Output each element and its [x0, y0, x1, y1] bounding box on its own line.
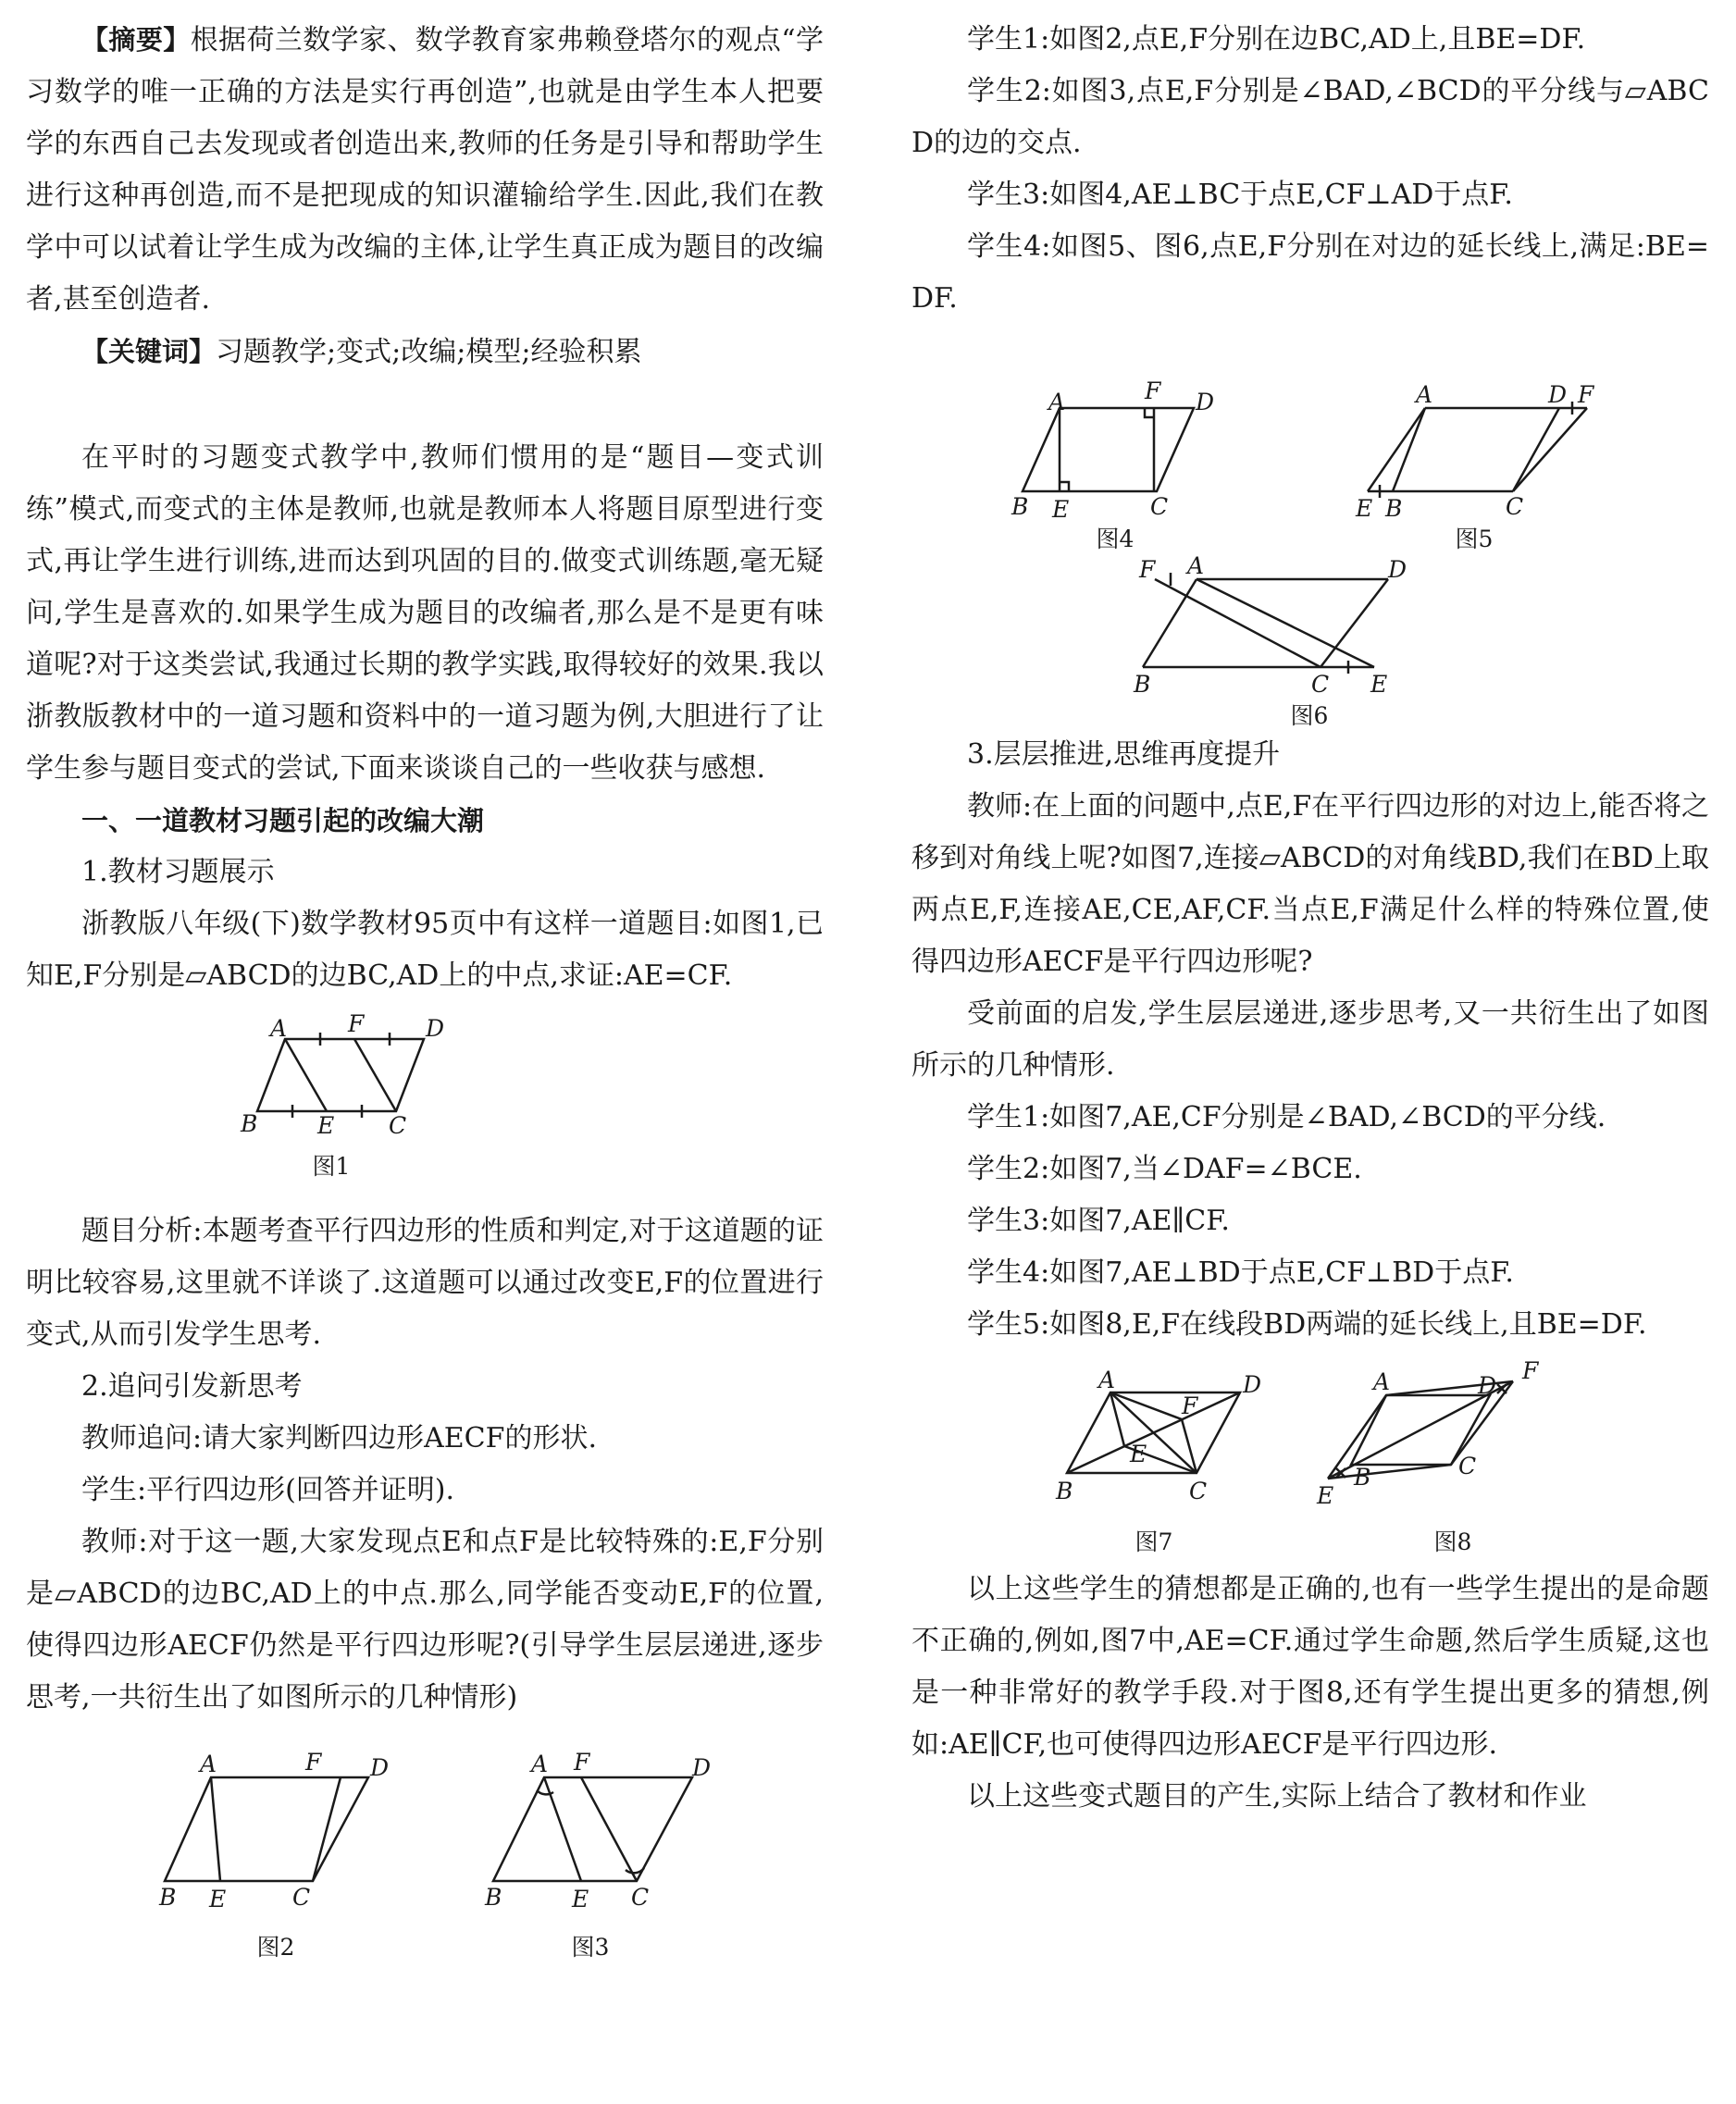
- keywords: [26, 326, 824, 378]
- fig6-label-A: A: [1187, 552, 1205, 579]
- fig3-label-C: C: [631, 1884, 650, 1911]
- subheading-2: 2.追问引发新思考: [81, 1370, 303, 1403]
- teacher-question-1: 教师追问:请大家判断四边形AECF的形状.: [81, 1422, 597, 1454]
- fig7-label-F: F: [1182, 1392, 1198, 1419]
- fig2-label-B: B: [159, 1884, 177, 1911]
- fig7-caption: 图7: [1135, 1528, 1173, 1555]
- right-column: [911, 0, 1709, 1823]
- fig6-label-B: B: [1134, 671, 1151, 698]
- section-heading: 一、一道教材习题引起的改编大潮: [81, 805, 485, 836]
- fig5-caption: 图5: [1455, 526, 1494, 551]
- student-diag-5: 学生5:如图8,E,F在线段BD两端的延长线上,且BE=DF.: [967, 1308, 1647, 1341]
- fig4-label-E: E: [1052, 496, 1070, 523]
- subheading-1: 1.教材习题展示: [81, 856, 275, 888]
- fig7-label-B: B: [1056, 1478, 1073, 1504]
- fig6-label-F: F: [1139, 556, 1156, 583]
- fig8-label-E: E: [1317, 1482, 1334, 1509]
- fig4-label-D: D: [1196, 389, 1215, 415]
- figure-1: [26, 1002, 824, 1206]
- teacher-question-2: 教师:对于这一题,大家发现点E和点F是比较特殊的:E,F分别是▱ABCD的边BC,AD上的中点.那么,同学能否变动E,F的位置,使得四边形AECF仍然是平行四边形呢?(引导学生层层递进,逐步思考,一共衍生出了如图所示的几种情形): [26, 1526, 824, 1714]
- fig4-label-C: C: [1150, 493, 1169, 520]
- fig6-label-E: E: [1370, 671, 1388, 698]
- figures-2-3: [26, 1724, 824, 1964]
- fig2-label-A: A: [200, 1751, 217, 1777]
- fig4-caption: 图4: [1096, 526, 1135, 551]
- problem-analysis: 题目分析:本题考查平行四边形的性质和判定,对于这道题的证明比较容易,这里就不详谈了.这道题可以通过改变E,F的位置进行变式,从而引发学生思考.: [26, 1215, 824, 1351]
- fig1-label-E: E: [317, 1112, 335, 1139]
- fig4-label-B: B: [1011, 493, 1029, 520]
- fig6-caption: 图6: [1290, 702, 1329, 729]
- abstract-label: 【摘要】: [81, 24, 191, 56]
- fig8-label-C: C: [1458, 1453, 1477, 1479]
- fig5-label-F: F: [1578, 381, 1594, 408]
- fig7-label-D: D: [1243, 1371, 1262, 1398]
- conclusion-paragraph: 以上这些学生的猜想都是正确的,也有一些学生提出的是命题不正确的,例如,图7中,AE=CF.通过学生命题,然后学生质疑,这也是一种非常好的教学手段.对于图8,还有学生提出更多的猜想,例如:AE∥CF,也可使得四边形AECF是平行四边形.: [911, 1573, 1709, 1761]
- abstract-text: 根据荷兰数学家、数学教育家弗赖登塔尔的观点“学习数学的唯一正确的方法是实行再创造”,也就是由学生本人把要学的东西自己去发现或者创造出来,教师的任务是引导和帮助学生进行这种再创造,而不是把现成的知识灌输给学生.因此,我们在教学中可以试着让学生成为改编的主体,让学生真正成为题目的改编者,甚至创造者.: [26, 24, 824, 316]
- fig1-label-B: B: [241, 1110, 258, 1137]
- fig1-label-C: C: [389, 1112, 407, 1139]
- fig3-caption: 图3: [571, 1934, 610, 1961]
- fig3-label-B: B: [485, 1884, 502, 1911]
- fig4-label-A: A: [1048, 389, 1066, 415]
- fig7-label-C: C: [1189, 1478, 1208, 1504]
- student-case-4: 学生4:如图5、图6,点E,F分别在对边的延长线上,满足:BE=DF.: [911, 230, 1709, 315]
- keywords-label: 【关键词】: [81, 336, 217, 367]
- fig1-caption: 图1: [312, 1153, 351, 1180]
- fig2-caption: 图2: [256, 1934, 295, 1961]
- fig6-label-C: C: [1311, 671, 1330, 698]
- fig3-label-F: F: [574, 1749, 590, 1776]
- fig2-label-F: F: [305, 1749, 322, 1776]
- teacher-prompt-diagonal: 教师:在上面的问题中,点E,F在平行四边形的对边上,能否将之移到对角线上呢?如图7,连接▱ABCD的对角线BD,我们在BD上取两点E,F,连接AE,CE,AF,CF.当点E,F满足什么样的特殊位置,使得四边形AECF是平行四边形呢?: [911, 790, 1709, 978]
- fig2-label-C: C: [292, 1884, 311, 1911]
- student-case-2: 学生2:如图3,点E,F分别是∠BAD,∠BCD的平分线与▱ABCD的边的交点.: [911, 75, 1709, 159]
- student-diag-3: 学生3:如图7,AE∥CF.: [967, 1205, 1230, 1237]
- fig5-label-B: B: [1385, 495, 1403, 522]
- fig1-label-F: F: [348, 1010, 365, 1037]
- student-case-1: 学生1:如图2,点E,F分别在边BC,AD上,且BE=DF.: [967, 23, 1586, 56]
- figure-6: [911, 551, 1709, 729]
- fig5-label-A: A: [1416, 381, 1433, 408]
- fig2-label-E: E: [209, 1886, 227, 1912]
- fig5-label-C: C: [1506, 493, 1524, 520]
- fig3-label-E: E: [572, 1886, 589, 1912]
- student-answer-1: 学生:平行四边形(回答并证明).: [81, 1474, 455, 1506]
- textbook-problem: 浙教版八年级(下)数学教材95页中有这样一道题目:如图1,已知E,F分别是▱ABCD的边BC,AD上的中点,求证:AE=CF.: [26, 908, 824, 992]
- fig5-label-E: E: [1356, 495, 1373, 522]
- fig3-label-A: A: [531, 1751, 549, 1777]
- fig8-label-B: B: [1354, 1464, 1371, 1491]
- fig2-label-D: D: [370, 1754, 390, 1781]
- figures-4-5: [911, 325, 1709, 551]
- fig4-label-F: F: [1145, 377, 1161, 404]
- figures-7-8: [911, 1351, 1709, 1564]
- fig5-label-D: D: [1548, 381, 1568, 408]
- students-inspired: 受前面的启发,学生层层递进,逐步思考,又一共衍生出了如图所示的几种情形.: [911, 997, 1709, 1082]
- fig6-label-D: D: [1388, 556, 1407, 583]
- intro-paragraph: 在平时的习题变式教学中,教师们惯用的是“题目—变式训练”模式,而变式的主体是教师,也就是教师本人将题目原型进行变式,再让学生进行训练,进而达到巩固的目的.做变式训练题,毫无疑问,学生是喜欢的.如果学生成为题目的改编者,那么是不是更有味道呢?对于这类尝试,我通过长期的教学实践,取得较好的效果.我以浙教版教材中的一道习题和资料中的一道习题为例,大胆进行了让学生参与题目变式的尝试,下面来谈谈自己的一些收获与感想.: [26, 441, 824, 785]
- student-diag-4: 学生4:如图7,AE⊥BD于点E,CF⊥BD于点F.: [967, 1256, 1514, 1289]
- fig7-label-A: A: [1098, 1367, 1116, 1393]
- fig7-label-E: E: [1130, 1441, 1147, 1467]
- fig8-label-F: F: [1522, 1357, 1539, 1384]
- student-case-3: 学生3:如图4,AE⊥BC于点E,CF⊥AD于点F.: [967, 179, 1513, 211]
- student-diag-2: 学生2:如图7,当∠DAF=∠BCE.: [967, 1153, 1362, 1185]
- student-diag-1: 学生1:如图7,AE,CF分别是∠BAD,∠BCD的平分线.: [967, 1101, 1606, 1133]
- fig1-label-D: D: [426, 1015, 445, 1042]
- fig3-label-D: D: [692, 1754, 712, 1781]
- fig1-label-A: A: [270, 1015, 288, 1042]
- keywords-text: 习题教学;变式;改编;模型;经验积累: [216, 336, 642, 368]
- left-column: [26, 0, 824, 1964]
- subheading-3: 3.层层推进,思维再度提升: [967, 738, 1281, 771]
- fig8-label-D: D: [1478, 1372, 1497, 1399]
- closing-paragraph: 以上这些变式题目的产生,实际上结合了教材和作业: [967, 1780, 1587, 1813]
- fig8-label-A: A: [1373, 1368, 1391, 1395]
- abstract: [26, 14, 824, 326]
- fig8-caption: 图8: [1433, 1528, 1472, 1555]
